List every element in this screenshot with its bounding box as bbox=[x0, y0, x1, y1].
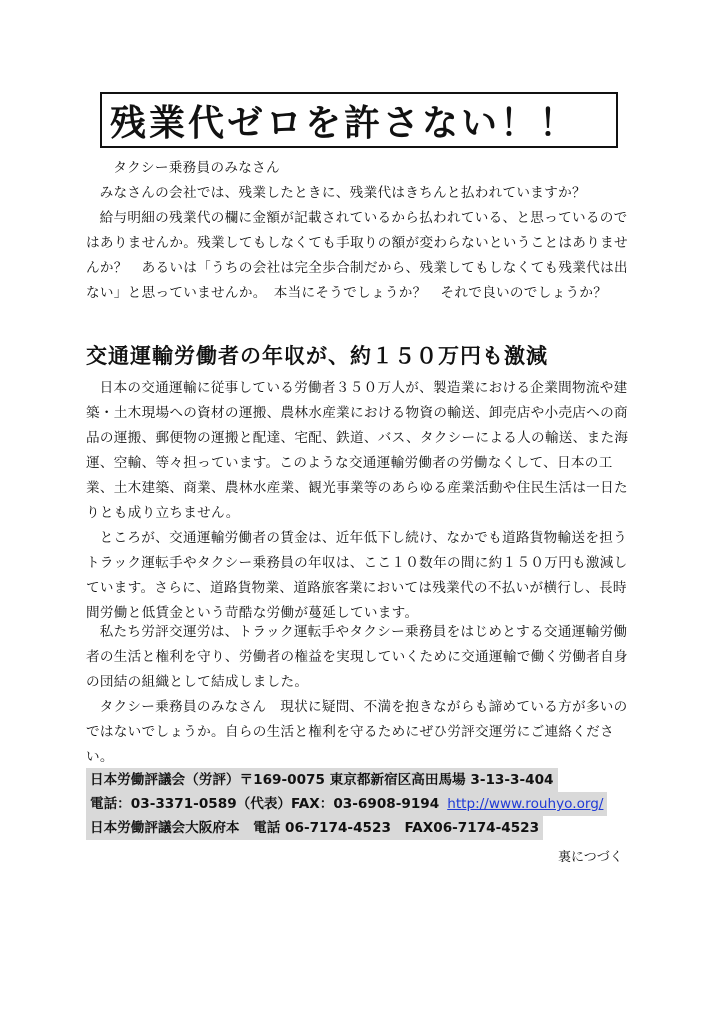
section-paragraph-1: 日本の交通運輸に従事している労働者３５０万人が、製造業における企業間物流や建築・土木現場への資材の運搬、農林水産業における物資の輸送、卸売店や小売店への商品の運搬、郵便物の運搬と配達、宅配、鉄道、バス、タクシーによる人の輸送、また海運、空輸、等々担っています。このような交通運輸労働者の労働なくして、日本の工業、土木建築、商業、農林水産業、観光事業等のあらゆる産業活動や住民生活は一日たりとも成り立ちません。 bbox=[86, 380, 629, 521]
intro-paragraph-2: 給与明細の残業代の欄に金額が記載されているから払われている、と思っているのではありませんか。残業してもしなくても手取りの額が変わらないということはありませんか？ あるいは「うちの会社は完全歩合制だから、残業してもしなくても残業代は出ない」と思っていませんか。 本当にそうでしょうか？ それで良いのでしょうか？ bbox=[86, 210, 628, 301]
closing-section bbox=[86, 620, 638, 770]
closing-paragraph-1: 私たち労評交運労は、トラック運転手やタクシー乗務員をはじめとする交通運輸労働者の生活と権利を守り、労働者の権益を実現していくために交通運輸で働く労働者自身の団結の組織として結成しました。 bbox=[86, 624, 628, 690]
intro-section bbox=[86, 156, 638, 306]
website-link[interactable]: http://www.rouhyo.org/ bbox=[447, 796, 604, 812]
contact-address: 日本労働評議会（労評）〒169-0075 東京都新宿区高田馬場 3-13-3-404 bbox=[86, 768, 558, 792]
section-heading: 交通運輸労働者の年収が、約１５０万円も激減 bbox=[86, 344, 548, 368]
section-paragraph-2: ところが、交通運輸労働者の賃金は、近年低下し続け、なかでも道路貨物輸送を担うトラック運転手やタクシー乗務員の年収は、ここ１０数年の間に約１５０万円も激減しています。さらに、道路貨物業、道路旅客業においては残業代の不払いが横行し、長時間労働と低賃金という苛酷な労働が蔓延しています。 bbox=[86, 530, 628, 621]
intro-salutation: タクシー乗務員のみなさん bbox=[113, 160, 280, 176]
contact-footer bbox=[86, 768, 607, 840]
continue-note: 裏につづく bbox=[558, 850, 623, 865]
title-box bbox=[100, 92, 618, 148]
intro-paragraph-1: みなさんの会社では、残業したときに、残業代はきちんと払われていますか？ bbox=[99, 185, 586, 201]
contact-phone-fax bbox=[86, 792, 607, 816]
section-body bbox=[86, 376, 638, 626]
contact-phone-fax-text: 電話：03-3371-0589（代表）FAX：03-6908-9194 bbox=[90, 796, 440, 812]
osaka-contact: 日本労働評議会大阪府本 電話 06-7174-4523 FAX06-7174-4523 bbox=[86, 816, 543, 840]
page-title: 残業代ゼロを許さない！！ bbox=[110, 102, 579, 144]
closing-paragraph-2: タクシー乗務員のみなさん 現状に疑問、不満を抱きながらも諦めている方が多いのではないでしょうか。自らの生活と権利を守るためにぜひ労評交運労にご連絡ください。 bbox=[86, 699, 628, 765]
